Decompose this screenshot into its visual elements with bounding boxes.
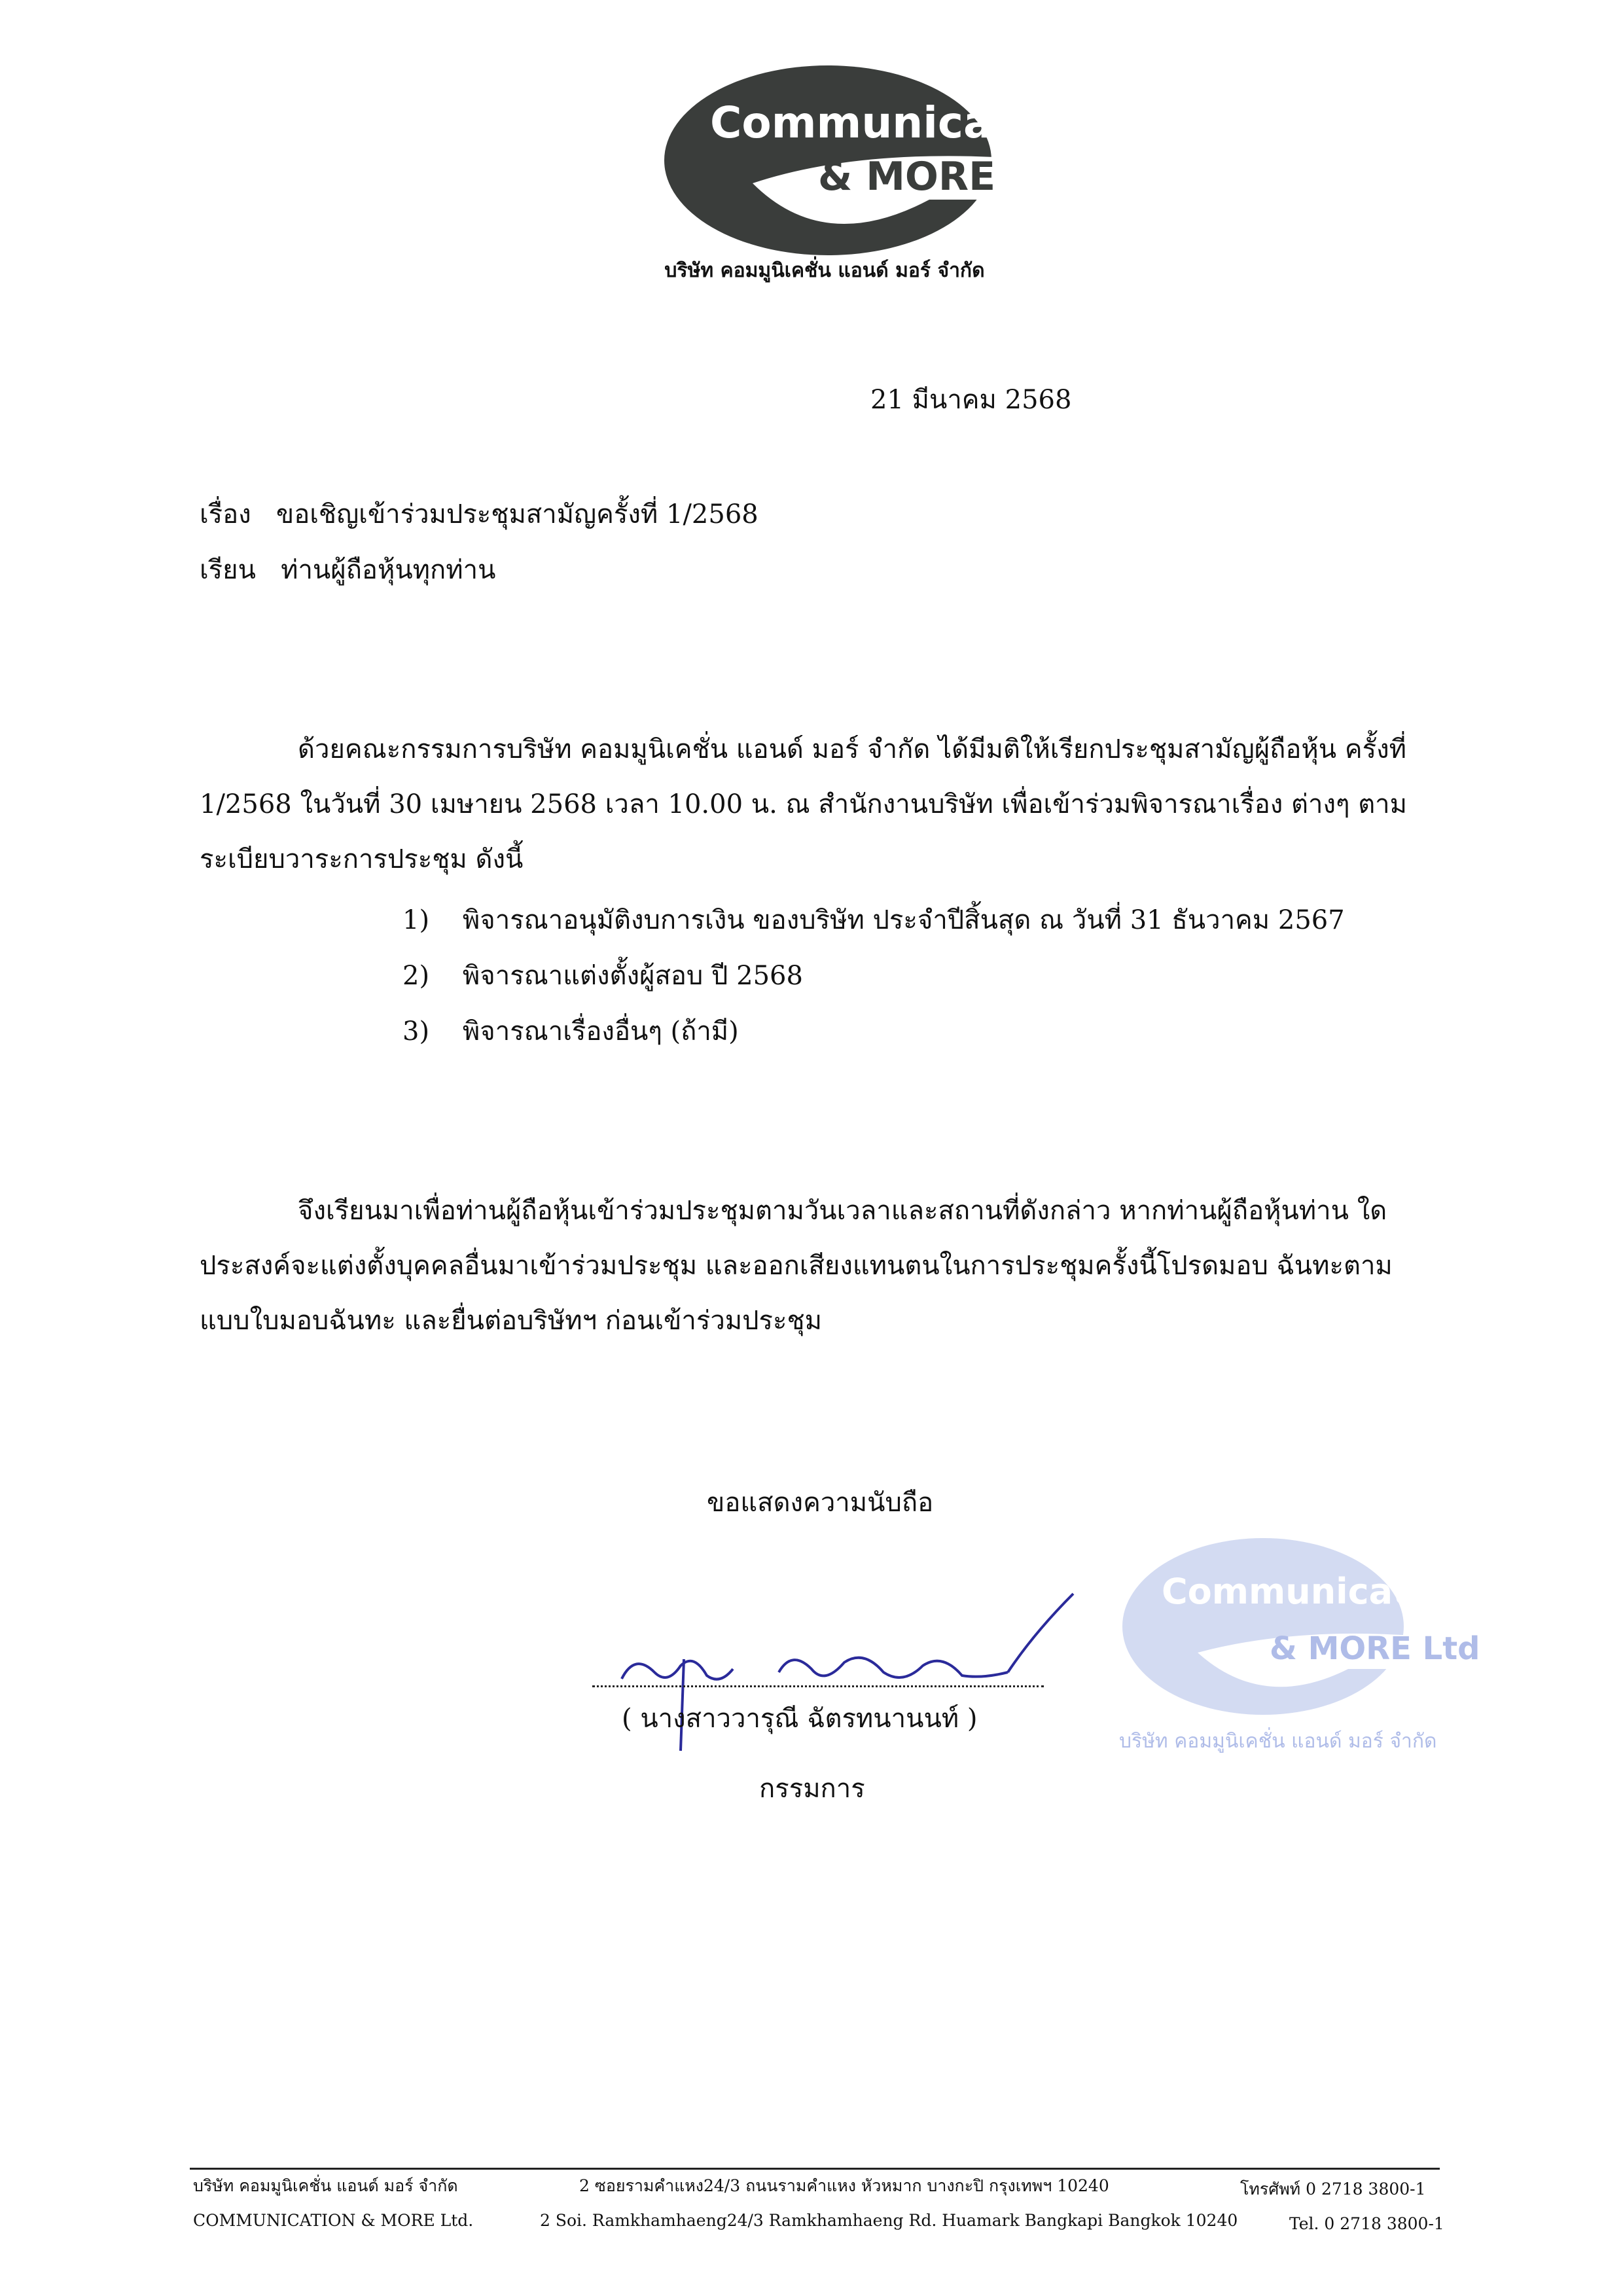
agenda-item (402, 1013, 739, 1050)
logo-line1: Communication (710, 98, 1089, 148)
stamp-graphic (1113, 1528, 1505, 1777)
company-logo (654, 59, 1089, 262)
signatory-name: ( นางสาววารุณี ฉัตรทนานนท์ ) (622, 1704, 978, 1734)
company-name-thai: บริษัท คอมมูนิเคชั่น แอนด์ มอร์ จำกัด (664, 259, 985, 282)
stamp-company-thai: บริษัท คอมมูนิเคชั่น แอนด์ มอร์ จำกัด (1119, 1730, 1437, 1753)
agenda-item (402, 958, 803, 994)
recipient-line (200, 552, 495, 588)
footer-address-thai: 2 ซอยรามคำแหง24/3 ถนนรามคำแหง หัวหมาก บางกะปิ กรุงเทพฯ 10240 (579, 2176, 1109, 2195)
footer-company-thai: บริษัท คอมมูนิเคชั่น แอนด์ มอร์ จำกัด (193, 2176, 458, 2195)
logo-line2: & MORE (818, 154, 996, 200)
agenda-text: พิจารณาเรื่องอื่นๆ (ถ้ามี) (462, 1016, 739, 1047)
footer-divider (190, 2168, 1440, 2170)
agenda-number: 1) (402, 905, 430, 935)
stamp-line1: Communications (1162, 1571, 1493, 1612)
signatory-role: กรรมการ (759, 1774, 865, 1804)
closing-text: ขอแสดงความนับถือ (707, 1488, 934, 1518)
footer-address-english: 2 Soi. Ramkhamhaeng24/3 Ramkhamhaeng Rd. Huamark Bangkapi Bangkok 10240 (540, 2211, 1238, 2230)
signature-line (592, 1685, 1044, 1687)
body-paragraph-2: จึงเรียนมาเพื่อท่านผู้ถือหุ้นเข้าร่วมประชุมตามวันเวลาและสถานที่ดังกล่าว หากท่านผู้ถือหุ้นท่าน ใดประสงค์จะแต่งตั้งบุคคลอื่นมาเข้าร่วมประชุม และออกเสียงแทนตนในการประชุมครั้งนี้โปรดมอบ ฉันทะตามแบบใบมอบฉันทะ และยื่นต่อบริษัทฯ ก่อนเข้าร่วมประชุม (200, 1196, 1393, 1336)
stamp-line2: & MORE Ltd (1270, 1630, 1480, 1667)
body-paragraph-1: ด้วยคณะกรรมการบริษัท คอมมูนิเคชั่น แอนด์ มอร์ จำกัด ได้มีมติให้เรียกประชุมสามัญผู้ถือหุ้น ครั้งที่ 1/2568 ในวันที่ 30 เมษายน 2568 เวลา 10.00 น. ณ สำนักงานบริษัท เพื่อเข้าร่วมพิจารณาเรื่อง ต่างๆ ตามระเบียบวาระการประชุม ดังนี้ (200, 734, 1407, 874)
letter-date: 21 มีนาคม 2568 (870, 385, 1072, 415)
footer-phone-thai: โทรศัพท์ 0 2718 3800-1 (1240, 2179, 1426, 2198)
recipient-text: ท่านผู้ถือหุ้นทุกท่าน (281, 555, 496, 585)
company-stamp (1113, 1528, 1505, 1777)
footer-company-english: COMMUNICATION & MORE Ltd. (193, 2211, 474, 2230)
agenda-text: พิจารณาอนุมัติงบการเงิน ของบริษัท ประจำปีสิ้นสุด ณ วันที่ 31 ธันวาคม 2567 (462, 905, 1345, 935)
subject-line (200, 496, 758, 533)
subject-text: ขอเชิญเข้าร่วมประชุมสามัญครั้งที่ 1/2568 (276, 499, 758, 529)
agenda-item (402, 902, 1345, 939)
logo-graphic (654, 59, 1089, 262)
recipient-label: เรียน (200, 555, 256, 585)
footer-phone-english: Tel. 0 2718 3800-1 (1289, 2214, 1444, 2233)
agenda-number: 3) (402, 1016, 430, 1047)
agenda-text: พิจารณาแต่งตั้งผู้สอบ ปี 2568 (462, 961, 803, 991)
agenda-number: 2) (402, 961, 430, 991)
subject-label: เรื่อง (200, 499, 251, 529)
